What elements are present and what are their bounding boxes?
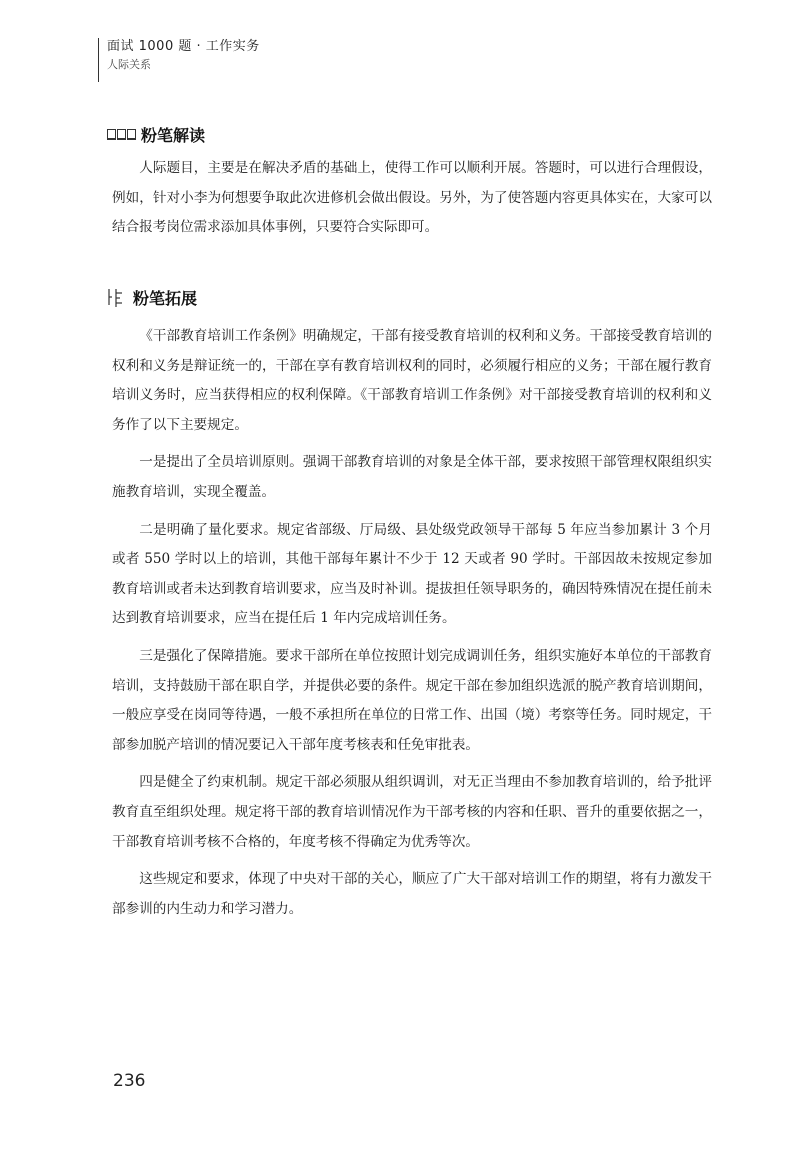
section-heading-extension — [107, 286, 197, 309]
section-heading-interpretation — [107, 123, 205, 146]
section-title: 粉笔拓展 — [133, 289, 198, 308]
extension-body — [112, 322, 712, 924]
paragraph: 《干部教育培训工作条例》明确规定，干部有接受教育培训的权利和义务。干部接受教育培训的权利和义务是辩证统一的，干部在享有教育培训权利的同时，必须履行相应的义务；干部在履行教育培训义务时，应当获得相应的权利保障。《干部教育培训工作条例》对干部接受教育培训的权利和义务作了以下主要规定。 — [112, 328, 712, 433]
section-title: 粉笔解读 — [141, 126, 206, 145]
paragraph: 二是明确了量化要求。规定省部级、厅局级、县处级党政领导干部每 5 年应当参加累计 3 个月或者 550 学时以上的培训，其他干部每年累计不少于 12 天或者 90 学时。干部因故未按规定参加教育培训或者未达到教育培训要求，应当及时补训。提拔担任领导职务的，确因特殊情况在提任前未达到教育培训要求，应当在提任后 1 年内完成培训任务。 — [112, 521, 712, 627]
paragraph: 一是提出了全员培训原则。强调干部教育培训的对象是全体干部，要求按照干部管理权限组织实施教育培训，实现全覆盖。 — [112, 454, 712, 500]
reading-icon — [107, 129, 137, 140]
paragraph: 四是健全了约束机制。规定干部必须服从组织调训，对无正当理由不参加教育培训的，给予批评教育直至组织处理。规定将干部的教育培训情况作为干部考核的内容和任职、晋升的重要依据之一，干部教育培训考核不合格的，年度考核不得确定为优秀等次。 — [112, 774, 712, 850]
paragraph: 人际题目，主要是在解决矛盾的基础上，使得工作可以顺利开展。答题时，可以进行合理假设，例如，针对小李为何想要争取此次进修机会做出假设。另外，为了使答题内容更具体实在，大家可以结合报考岗位需求添加具体事例，只要符合实际即可。 — [112, 160, 712, 236]
ruler-icon — [107, 287, 125, 309]
paragraph: 三是强化了保障措施。要求干部所在单位按照计划完成调训任务，组织实施好本单位的干部教育培训，支持鼓励干部在职自学，并提供必要的条件。规定干部在参加组织选派的脱产教育培训期间，一般应享受在岗同等待遇，一般不承担所在单位的日常工作、出国（境）考察等任务。同时规定，干部参加脱产培训的情况要记入干部年度考核表和任免审批表。 — [112, 647, 712, 753]
chapter-subtitle: 人际关系 — [107, 58, 151, 71]
paragraph: 这些规定和要求，体现了中央对干部的关心，顺应了广大干部对培训工作的期望，将有力激发干部参训的内生动力和学习潜力。 — [112, 871, 712, 917]
running-header — [98, 38, 260, 82]
interpretation-body — [112, 154, 712, 243]
page-number: 236 — [113, 1071, 146, 1091]
book-title: 面试 1000 题 · 工作实务 — [107, 39, 260, 54]
